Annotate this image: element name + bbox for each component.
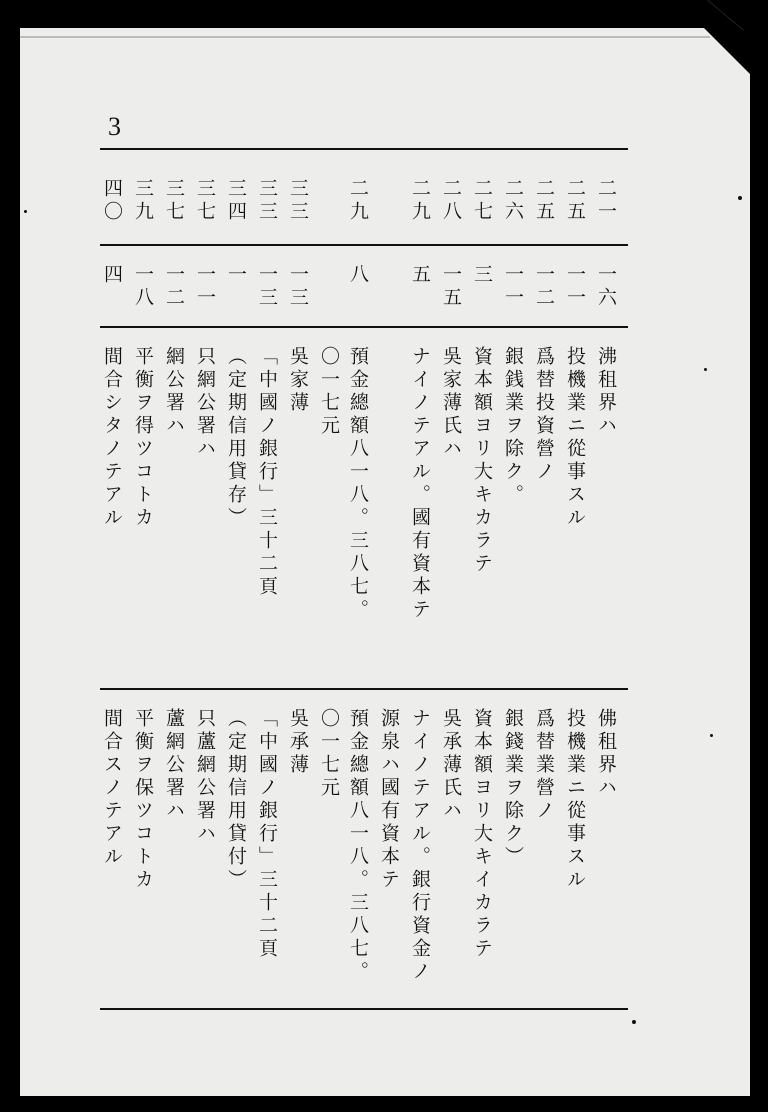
corrected-text: 預金總額八一八。三八七。 <box>347 708 369 984</box>
line-number: 二八 <box>440 178 462 224</box>
erroneous-text: 銀銭業ヲ除ク。 <box>502 346 524 507</box>
erroneous-text: 吳家薄氏ハ <box>440 346 462 461</box>
erroneous-text: 間合シタノテアル <box>101 346 123 530</box>
line-number: 三七 <box>163 178 185 224</box>
column-number: 一二 <box>163 264 185 310</box>
corrected-text: 佛租界ハ <box>595 708 617 800</box>
corrected-text: 投機業ニ從事スル <box>564 708 586 892</box>
scan-speck <box>704 368 707 371</box>
corrected-text: 「中國ノ銀行」三十二頁 <box>256 708 278 961</box>
column-number: 八 <box>347 264 369 287</box>
corrected-text: 吳承薄氏ハ <box>440 708 462 823</box>
erroneous-text: 沸租界ハ <box>595 346 617 438</box>
line-number: 三三 <box>287 178 309 224</box>
erroneous-text: 爲替投資營ノ <box>533 346 555 484</box>
table-rule-bottom <box>100 1008 628 1010</box>
erroneous-text: （定期信用貸存） <box>225 346 247 530</box>
erroneous-text: 平衡ヲ得ツコトカ <box>132 346 154 530</box>
table-rule-after-column <box>100 326 628 328</box>
line-number: 三四 <box>225 178 247 224</box>
corrected-text: 爲替業營ノ <box>533 708 555 823</box>
page-number: 3 <box>108 112 121 141</box>
scan-speck <box>24 210 27 213</box>
column-number: 一 <box>225 264 247 287</box>
column-number: 一一 <box>564 264 586 310</box>
line-number: 三七 <box>194 178 216 224</box>
corrected-text: 只蘆網公署ハ <box>194 708 216 846</box>
corrected-text: 吳承薄 <box>287 708 309 777</box>
corrected-text: 銀錢業ヲ除ク） <box>502 708 524 869</box>
corrected-text: 平衡ヲ保ツコトカ <box>132 708 154 892</box>
line-number: 四〇 <box>101 178 123 224</box>
line-number: 二九 <box>409 178 431 224</box>
column-number: 五 <box>409 264 431 287</box>
corrected-text: 〇一七元 <box>318 708 340 800</box>
corrected-text: 資本額ヨリ大キイカラテ <box>471 708 493 961</box>
table-rule-top <box>100 148 628 150</box>
line-number: 二七 <box>471 178 493 224</box>
scan-speck <box>710 734 713 737</box>
erroneous-text: 網公署ハ <box>163 346 185 438</box>
folded-corner <box>704 28 750 74</box>
corrected-text: 間合スノテアル <box>101 708 123 869</box>
line-number: 二五 <box>533 178 555 224</box>
line-number: 二五 <box>564 178 586 224</box>
column-number: 一六 <box>595 264 617 310</box>
column-number: 一一 <box>502 264 524 310</box>
column-number: 一五 <box>440 264 462 310</box>
erroneous-text: 「中國ノ銀行」三十二頁 <box>256 346 278 599</box>
corrected-text: 源泉ハ國有資本テ <box>378 708 400 892</box>
erroneous-text: 投機業ニ從事スル <box>564 346 586 530</box>
table-rule-after-line <box>100 244 628 246</box>
erroneous-text: 只網公署ハ <box>194 346 216 461</box>
corrected-text: （定期信用貸付） <box>225 708 247 892</box>
column-number: 一八 <box>132 264 154 310</box>
scan-speck <box>632 1020 636 1024</box>
line-number: 二一 <box>595 178 617 224</box>
erroneous-text: 吳家薄 <box>287 346 309 415</box>
column-number: 一三 <box>287 264 309 310</box>
line-number: 三九 <box>132 178 154 224</box>
column-number: 一一 <box>194 264 216 310</box>
document-page <box>20 28 750 1096</box>
column-number: 一二 <box>533 264 555 310</box>
table-rule-after-erroneous <box>100 688 628 690</box>
page-top-edge <box>20 36 710 38</box>
line-number: 二六 <box>502 178 524 224</box>
column-number: 一三 <box>256 264 278 310</box>
line-number: 二九 <box>347 178 369 224</box>
scan-speck <box>738 196 742 200</box>
column-number: 三 <box>471 264 493 287</box>
erroneous-text: 資本額ヨリ大キカラテ <box>471 346 493 576</box>
erroneous-text: ナイノテアル。國有資本テ <box>409 346 431 622</box>
erroneous-text: 〇一七元 <box>318 346 340 438</box>
line-number: 三三 <box>256 178 278 224</box>
erroneous-text: 預金總額八一八。三八七。 <box>347 346 369 622</box>
corrected-text: 蘆網公署ハ <box>163 708 185 823</box>
corrected-text: ナイノテアル。銀行資金ノ <box>409 708 431 984</box>
column-number: 四 <box>101 264 123 287</box>
corner-crease <box>697 0 744 31</box>
